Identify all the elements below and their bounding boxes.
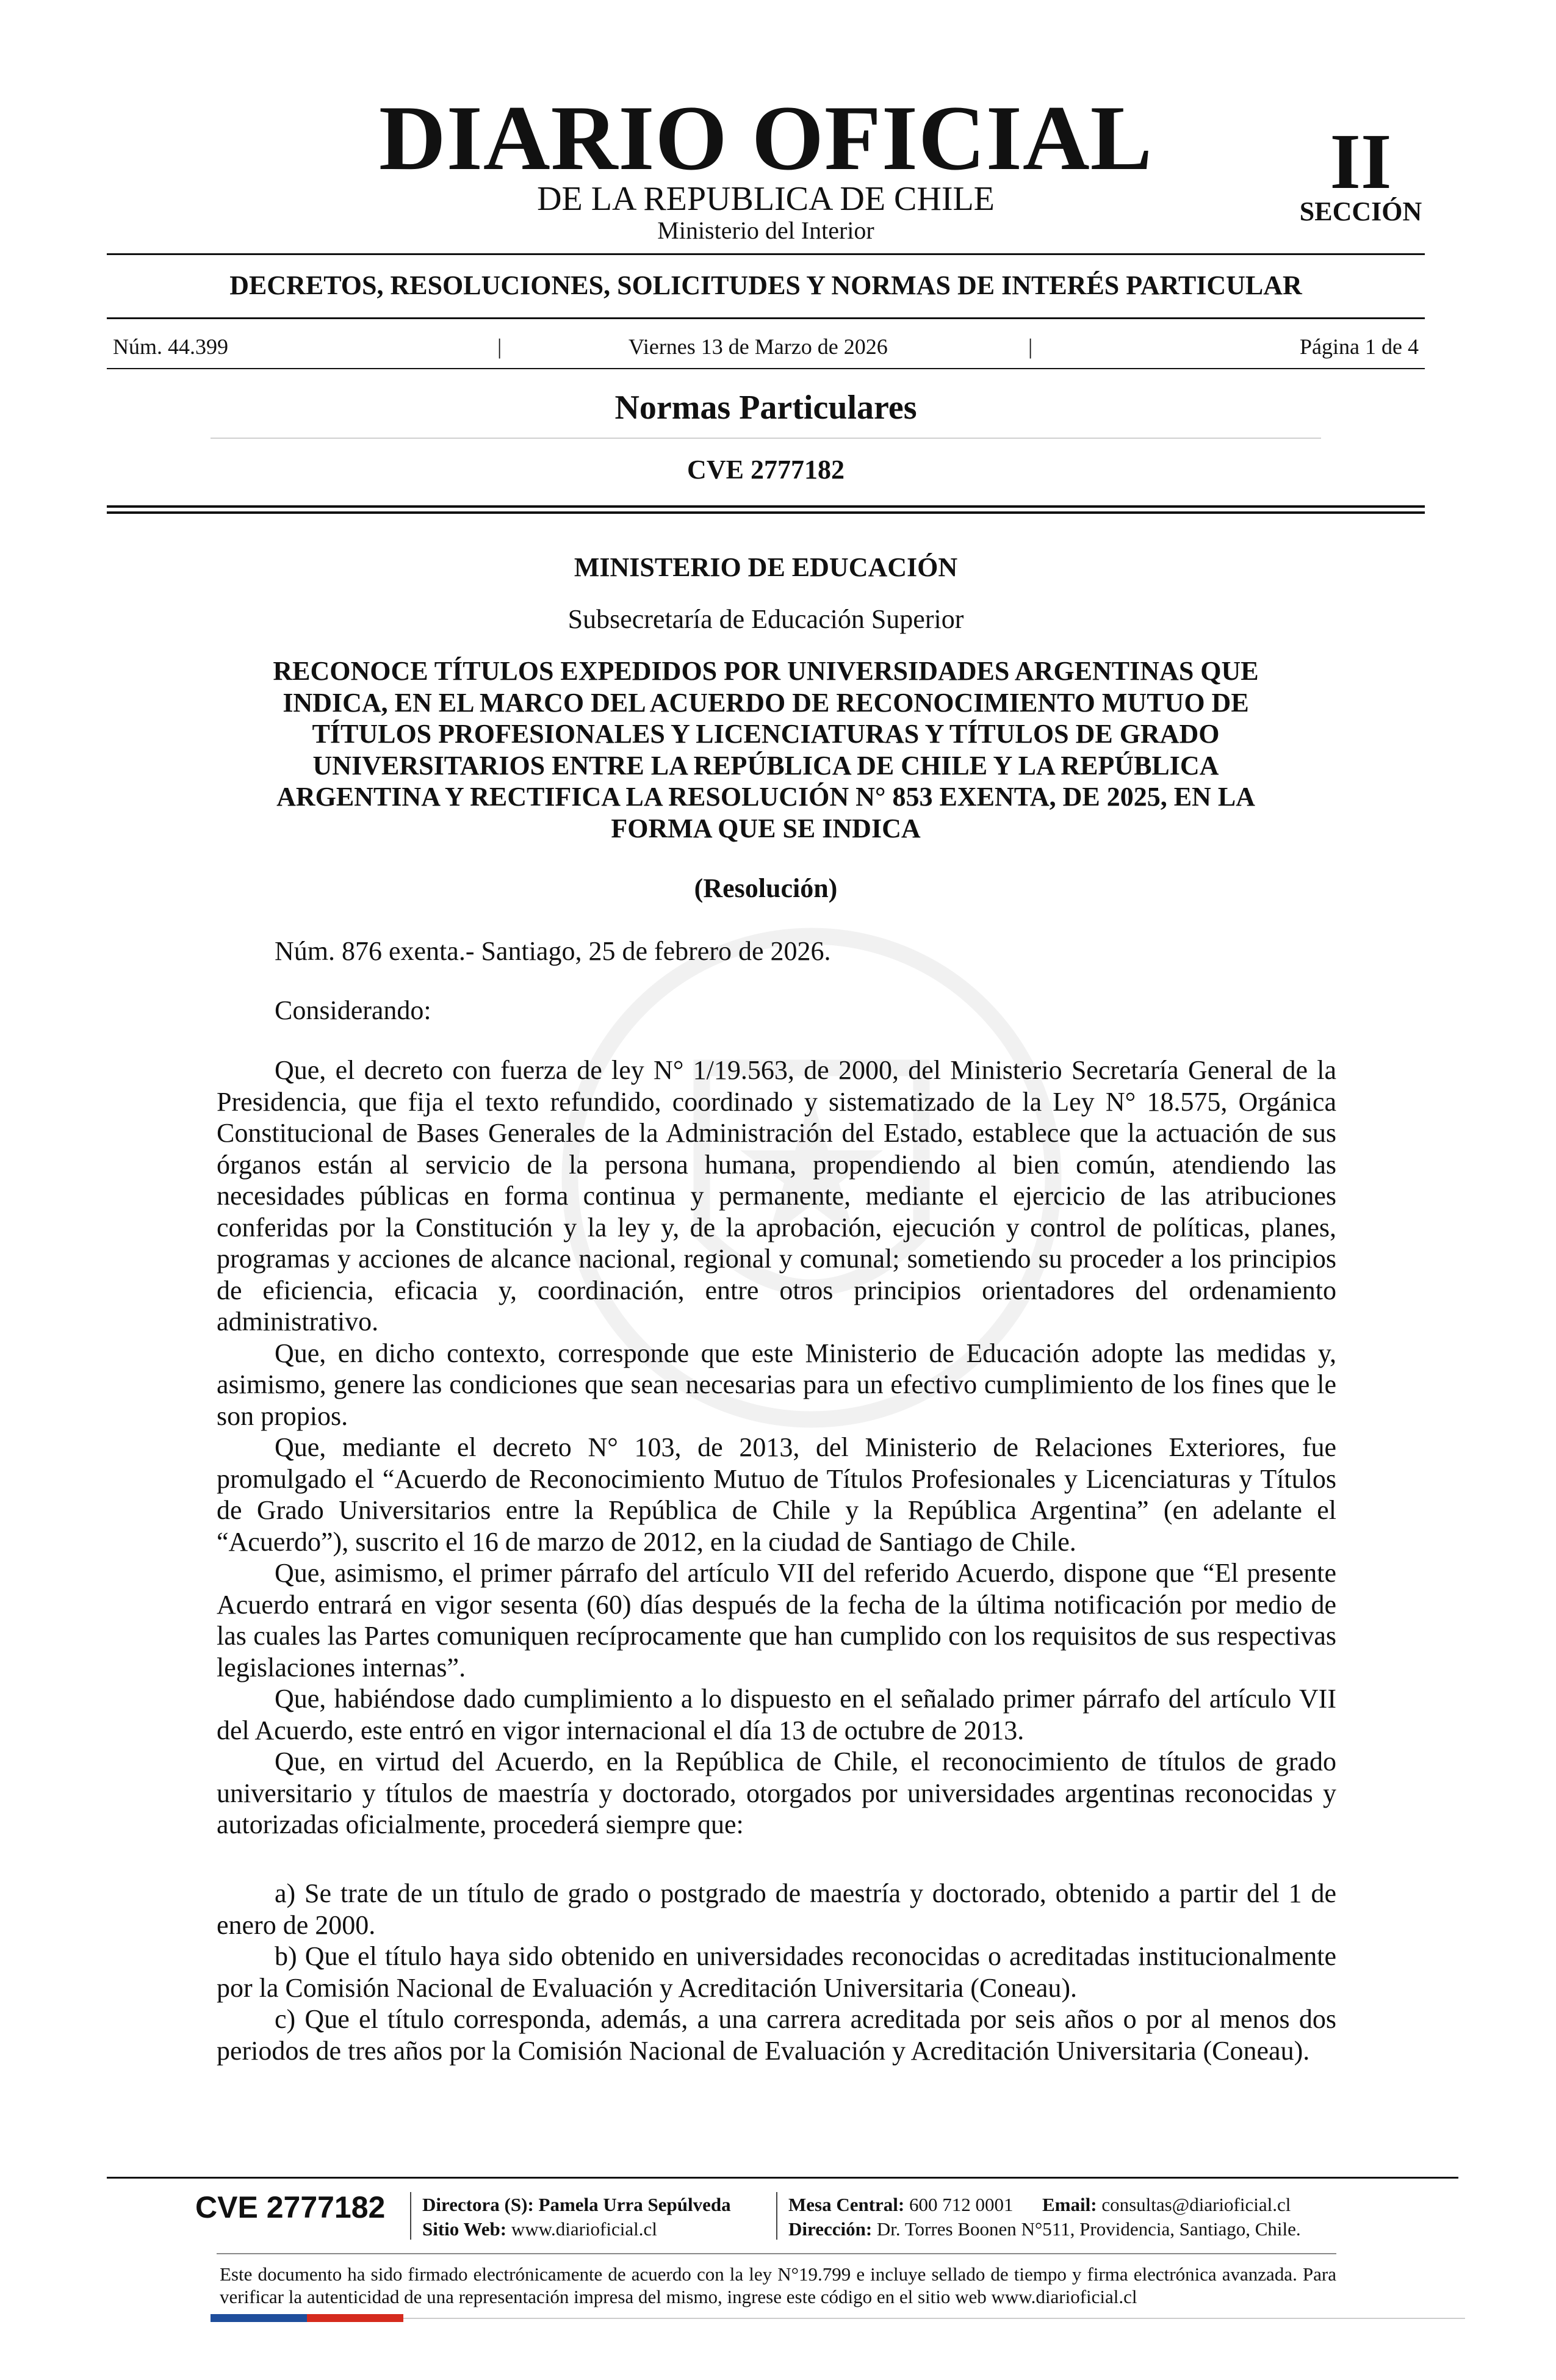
footer-note-rule — [217, 2253, 1336, 2254]
issuing-ministry: MINISTERIO DE EDUCACIÓN — [574, 552, 958, 582]
list-item: c) Que el título corresponda, además, a una carrera acreditada por seis años o por al menos dos periodos de tres años por la Comisión Nacional de Evaluación y Acreditación Universitaria (Coneau). — [217, 2004, 1336, 2066]
paragraph: Que, asimismo, el primer párrafo del artículo VII del referido Acuerdo, dispone que “El presente Acuerdo entrará en vigor sesenta (60) días después de la fecha de la última notificación por medio de las cuales las Partes comuniquen recíprocamente que han cumplido con los requisitos de sus respectivas legislaciones internas”. — [217, 1558, 1336, 1682]
footer-website — [422, 2220, 657, 2238]
paragraph: Que, mediante el decreto N° 103, de 2013, del Ministerio de Relaciones Exteriores, fue promulgado el “Acuerdo de Reconocimiento Mutuo de Títulos Profesionales y Licenciaturas y Títulos de Grado Universitarios entre la República de Chile y la República Argentina” (en adelante el “Acuerdo”), suscrito el 16 de marzo de 2012, en la ciudad de Santiago de Chile. — [217, 1432, 1336, 1557]
phone-value: 600 712 0001 — [909, 2194, 1014, 2215]
phone-label: Mesa Central: — [788, 2194, 905, 2215]
resolution-number-line: Núm. 876 exenta.- Santiago, 25 de febrero de 2026. — [275, 936, 831, 966]
page-count: Página 1 de 4 — [1300, 334, 1419, 359]
paragraph: Que, en virtud del Acuerdo, en la República de Chile, el reconocimiento de títulos de grado universitario y títulos de maestría y doctorado, otorgados por universidades argentinas reconocidas y autorizadas oficialmente, procederá siempre que: — [217, 1747, 1336, 1839]
footer-address — [788, 2220, 1301, 2238]
footer-separator — [410, 2192, 411, 2240]
section-word: SECCIÓN — [1299, 197, 1422, 226]
considerando-paragraphs — [217, 1055, 1336, 1841]
requirements-list — [217, 1878, 1336, 2066]
footer-legal-note: Este documento ha sido firmado electrónicamente de acuerdo con la ley N°19.799 e incluye sellado de tiempo y firma electrónica avanzada. Para verificar la autenticidad de una representación impresa del mismo, ingrese este código en el sitio web www.diarioficial.cl — [220, 2263, 1336, 2307]
cve-rule-2 — [107, 511, 1425, 514]
banner-rule — [107, 317, 1425, 319]
paragraph: Que, el decreto con fuerza de ley N° 1/19.563, de 2000, del Ministerio Secretaría General de la Presidencia, que fija el texto refundido, coordinado y sistematizado de la Ley N° 18.575, Orgánica Constitucional de Bases Generales de la Administración del Estado, establece que la actuación de sus órganos están al servicio de la persona humana, propendiendo al bien común, atendiendo las necesidades públicas en forma continua y permanente, mediante el ejercicio de las atribuciones conferidas por la Constitución y la ley y, de la aprobación, ejecución y control de políticas, planes, programas y acciones de alcance nacional, regional y comunal; sometiendo su proceder a los principios de eficiencia, eficacia y, coordinación, entre otros principios orientadores del ordenamiento administrativo. — [217, 1055, 1336, 1336]
footer-separator — [776, 2192, 777, 2240]
footer-contact — [788, 2195, 1291, 2214]
cve-code: CVE 2777182 — [687, 455, 845, 485]
section-name: Normas Particulares — [614, 389, 917, 427]
issue-date: Viernes 13 de Marzo de 2026 — [629, 334, 888, 359]
issue-info-row — [113, 334, 1419, 359]
email-label: Email: — [1042, 2194, 1097, 2215]
newspaper-ministry: Ministerio del Interior — [657, 217, 874, 244]
footer-rule — [107, 2177, 1458, 2179]
flag-stripe-blue — [211, 2314, 307, 2322]
flag-stripe-red — [307, 2314, 403, 2322]
issue-separator: | — [497, 334, 502, 359]
director-name: Pamela Urra Sepúlveda — [538, 2194, 731, 2215]
issue-number: Núm. 44.399 — [113, 334, 228, 359]
section-numeral: II — [1330, 118, 1392, 206]
section-divider — [211, 438, 1321, 439]
resolution-label: (Resolución) — [694, 873, 838, 903]
address-value: Dr. Torres Boonen N°511, Providencia, Santiago, Chile. — [876, 2218, 1301, 2240]
footer-bottom-rule — [403, 2318, 1465, 2319]
newspaper-title: DIARIO OFICIAL — [378, 87, 1153, 189]
resolution-title: RECONOCE TÍTULOS EXPEDIDOS POR UNIVERSIDADES ARGENTINAS QUE INDICA, EN EL MARCO DEL ACUERDO DE RECONOCIMIENTO MUTUO DE TÍTULOS PROFESIONALES Y LICENCIATURAS Y TÍTULOS DE GRADO UNIVERSITARIOS ENTRE LA REPÚBLICA DE CHILE Y LA REPÚBLICA ARGENTINA Y RECTIFICA LA RESOLUCIÓN N° 853 EXENTA, DE 2025, EN LA FORMA QUE SE INDICA — [273, 656, 1259, 843]
site-label: Sitio Web: — [422, 2218, 507, 2240]
email-link[interactable]: consultas@diarioficial.cl — [1101, 2194, 1291, 2215]
newspaper-subtitle: DE LA REPUBLICA DE CHILE — [537, 180, 995, 218]
paragraph: Que, habiéndose dado cumplimiento a lo dispuesto en el señalado primer párrafo del artículo VII del Acuerdo, este entró en vigor internacional el día 13 de octubre de 2013. — [217, 1684, 1336, 1745]
subsecretaria: Subsecretaría de Educación Superior — [567, 604, 964, 634]
section-banner: DECRETOS, RESOLUCIONES, SOLICITUDES Y NORMAS DE INTERÉS PARTICULAR — [229, 270, 1302, 300]
cve-rule-1 — [107, 505, 1425, 508]
site-link[interactable]: www.diarioficial.cl — [511, 2218, 657, 2240]
paragraph: Que, en dicho contexto, corresponde que este Ministerio de Educación adopte las medidas y, asimismo, genere las condiciones que sean necesarias para un efectivo cumplimiento de los fines que le son propios. — [217, 1338, 1336, 1431]
address-label: Dirección: — [788, 2218, 873, 2240]
issue-separator: | — [1028, 334, 1033, 359]
header-rule-top — [107, 253, 1425, 255]
considerando-label: Considerando: — [275, 995, 431, 1025]
footer-director — [422, 2195, 731, 2214]
issue-rule — [107, 368, 1425, 369]
footer-cve-code: CVE 2777182 — [195, 2190, 386, 2224]
list-item: a) Se trate de un título de grado o postgrado de maestría y doctorado, obtenido a partir del 1 de enero de 2000. — [217, 1878, 1336, 1940]
director-label: Directora (S): — [422, 2194, 534, 2215]
list-item: b) Que el título haya sido obtenido en universidades reconocidas o acreditadas institucionalmente por la Comisión Nacional de Evaluación y Acreditación Universitaria (Coneau). — [217, 1941, 1336, 2003]
